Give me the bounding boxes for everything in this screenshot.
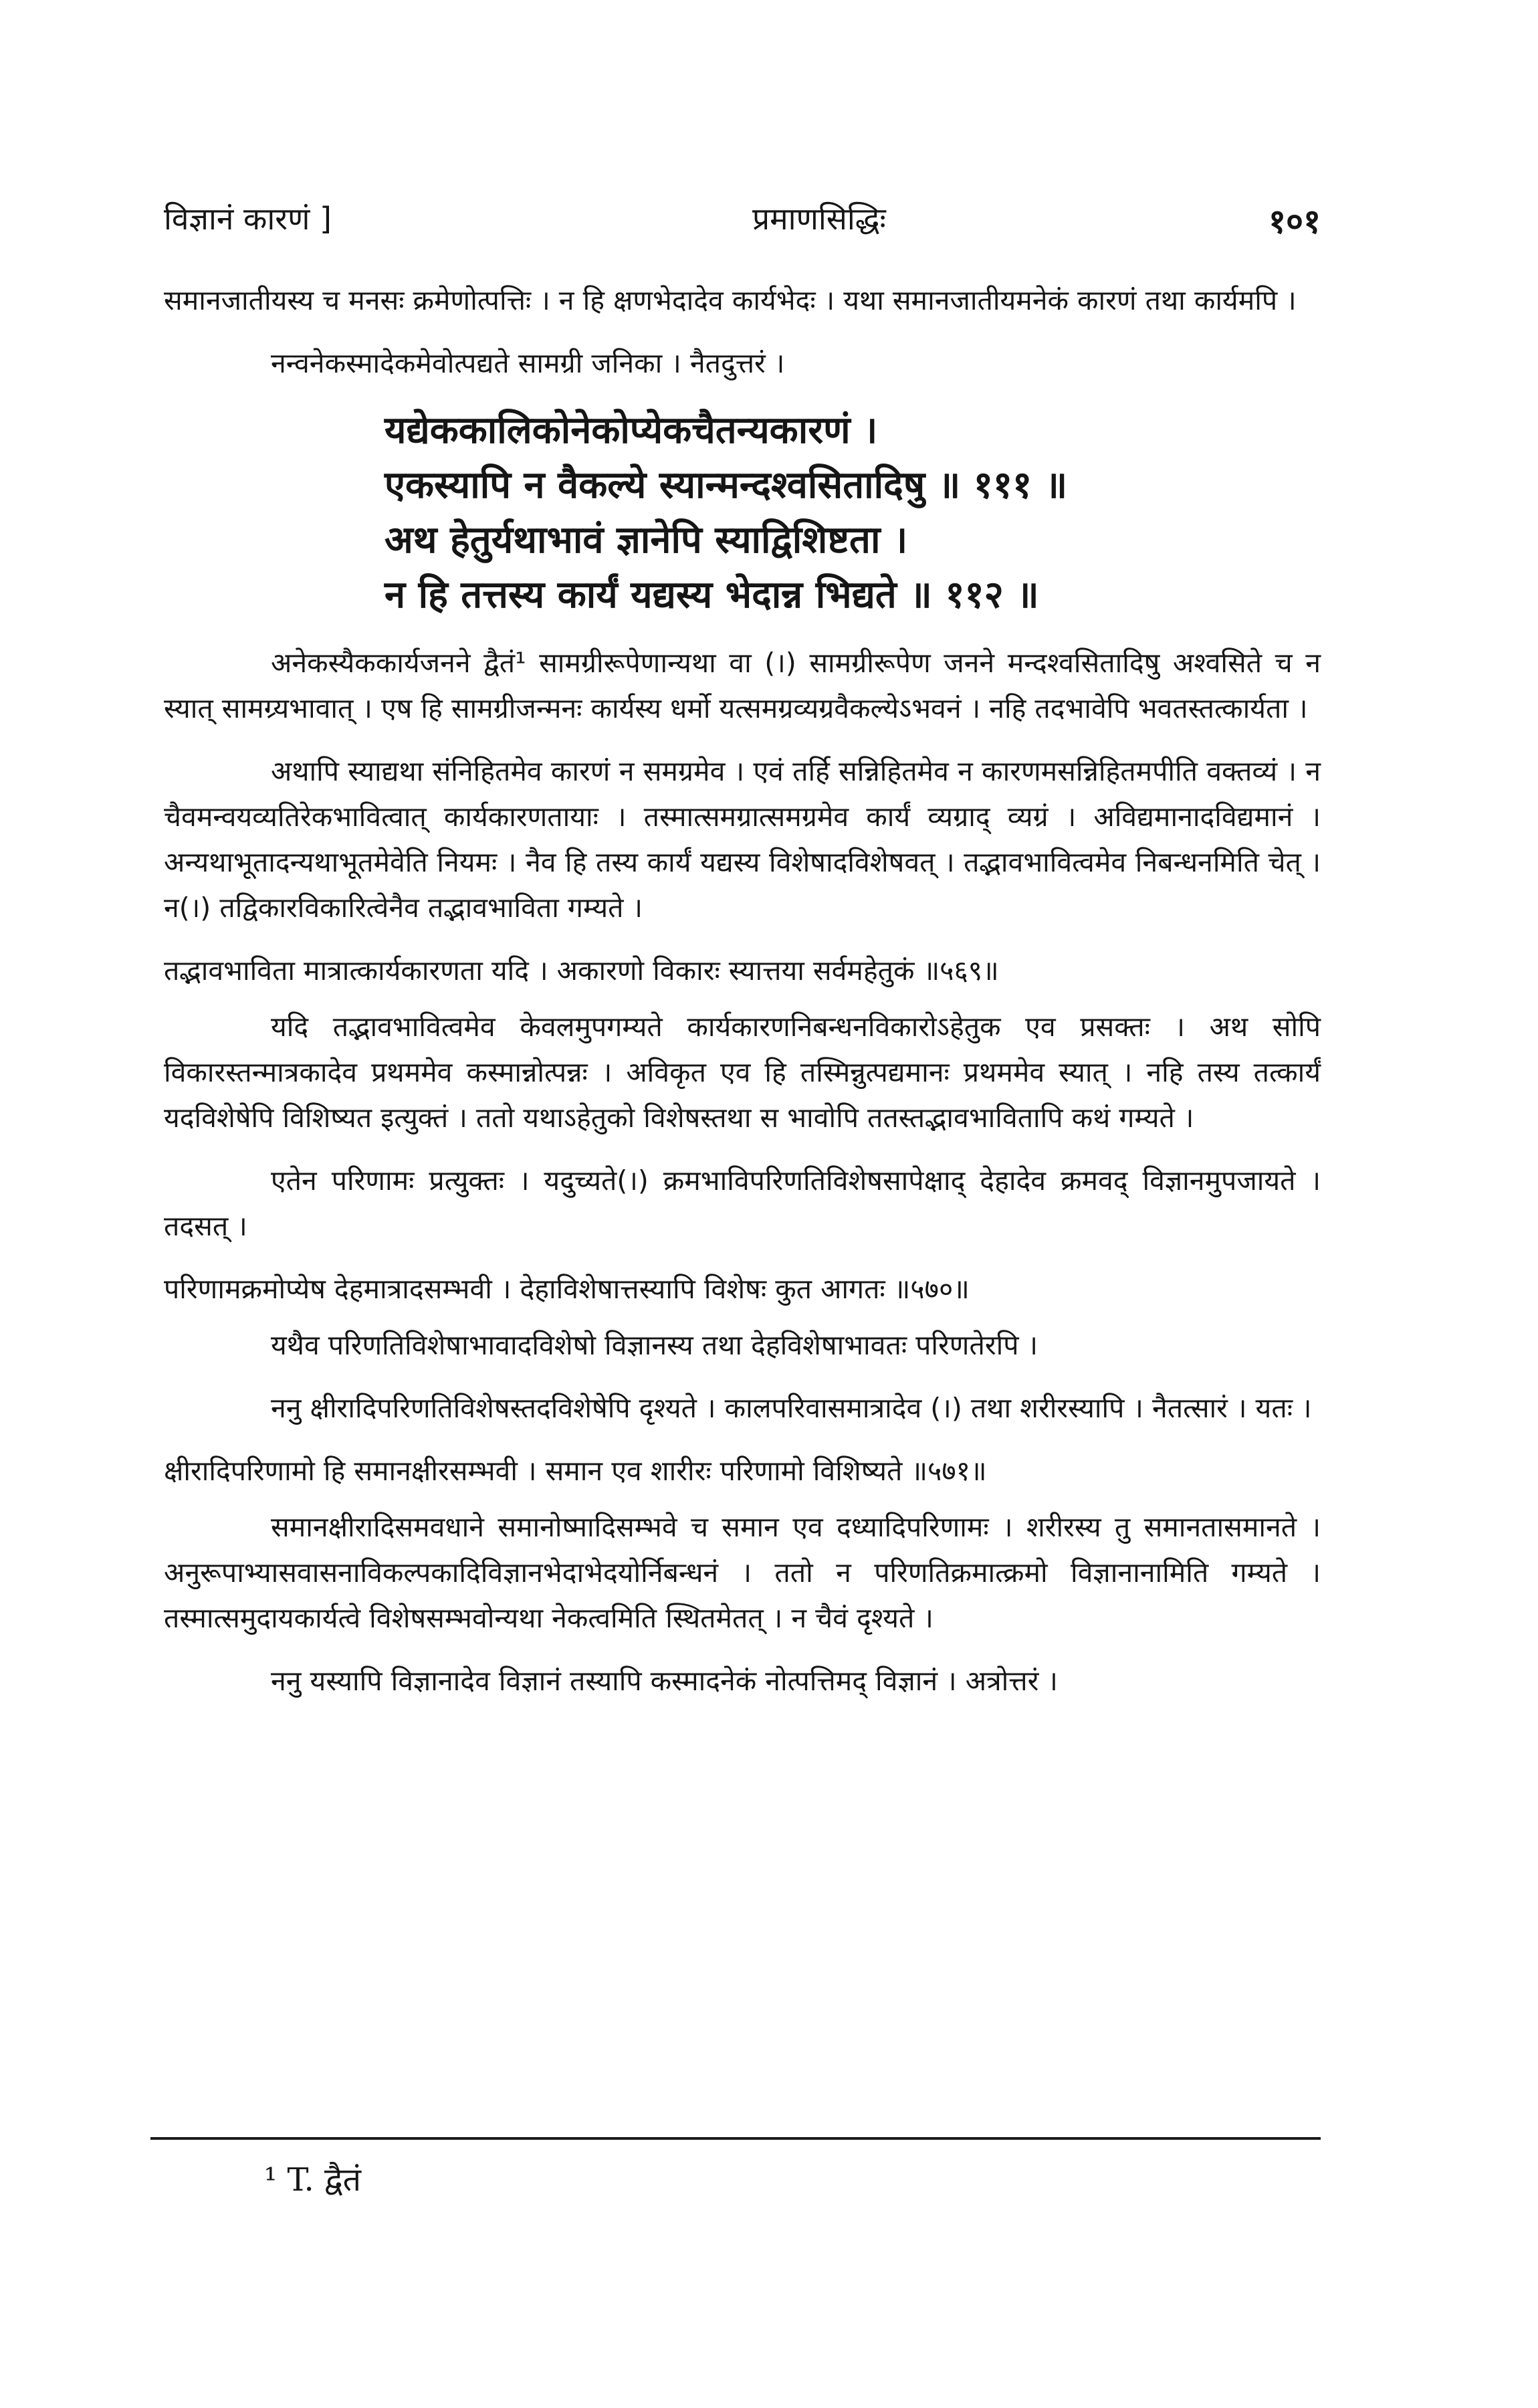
paragraph: समानजातीयस्य च मनसः क्रमेणोत्पत्तिः । न हि क्षणभेदादेव कार्यभेदः । यथा समानजातीयमनेकं कारणं तथा कार्यमपि । <box>164 284 1297 316</box>
main-text <box>164 278 1321 1721</box>
verse-block <box>384 403 1321 623</box>
page-number: १०१ <box>1269 202 1321 241</box>
verse-line: न हि तत्तस्य कार्यं यद्यस्य भेदान्न भिद्यते ॥ ११२ ॥ <box>384 573 1039 617</box>
running-header <box>164 197 1321 258</box>
paragraph: यदि तद्भावभावित्वमेव केवलमुपगम्यते कार्यकारणनिबन्धनविकारोऽहेतुक एव प्रसक्तः । अथ सोपि विकारस्तन्मात्रकादेव प्रथममेव कस्मान्नोत्पन्नः । अविकृत एव हि तस्मिन्नुत्पद्यमानः प्रथममेव स्यात् । नहि तस्य तत्कार्यं यदविशेषेपि विशिष्यत इत्युक्तं । ततो यथाऽहेतुको विशेषस्तथा स भावोपि ततस्तद्भावभावितापि कथं गम्यते । <box>164 1011 1321 1134</box>
paragraph: अनेकस्यैककार्यजनने द्वैतं¹ सामग्रीरूपेणान्यथा वा (।) सामग्रीरूपेण जनने मन्दश्वसितादिषु अश्वसिते च न स्यात् सामग्र्यभावात् । एष हि सामग्रीजन्मनः कार्यस्य धर्मो यत्समग्रव्यग्रवैकल्येऽभवनं । नहि तदभावेपि भवतस्तत्कार्यता । <box>164 647 1321 724</box>
paragraph: ननु यस्यापि विज्ञानादेव विज्ञानं तस्यापि कस्मादनेकं नोत्पत्तिमद् विज्ञानं । अत्रोत्तरं । <box>271 1665 1058 1697</box>
paragraph: समानक्षीरादिसमवधाने समानोष्मादिसम्भवे च समान एव दध्यादिपरिणामः । शरीरस्य तु समानतासमानते । अनुरूपाभ्यासवासनाविकल्पकादिविज्ञानभेदाभेदयोर्निबन्धनं । ततो न परिणतिक्रमात्क्रमो विज्ञानानामिति गम्यते । तस्मात्समुदायकार्यत्वे विशेषसम्भवोन्यथा नेकत्वमिति स्थितमेतत् । न चैवं दृश्यते । <box>164 1511 1321 1634</box>
header-section-title: विज्ञानं कारणं ] <box>164 201 332 237</box>
paragraph: यथैव परिणतिविशेषाभावादविशेषो विज्ञानस्य तथा देहविशेषाभावतः परिणतेरपि । <box>271 1329 1038 1361</box>
footnote-rule <box>150 2137 1321 2140</box>
paragraph: नन्वनेकस्मादेकमेवोत्पद्यते सामग्री जनिका । नैतदुत्तरं । <box>271 347 785 379</box>
paragraph: एतेन परिणामः प्रत्युक्तः । यदुच्यते(।) क्रमभाविपरिणतिविशेषसापेक्षाद् देहादेव क्रमवद् विज्ञानमुपजायते । तदसत् । <box>164 1165 1321 1242</box>
paragraph: ननु क्षीरादिपरिणतिविशेषस्तदविशेषेपि दृश्यते । कालपरिवासमात्रादेव (।) तथा शरीरस्यापि । नैतत्सारं । यतः । <box>271 1392 1312 1424</box>
verse-line: यद्येककालिकोनेकोप्येकचैतन्यकारणं । <box>384 409 878 452</box>
footnote: ¹ T. द्वैतं <box>264 2161 361 2199</box>
header-book-title: प्रमाणसिद्धिः <box>752 201 886 237</box>
karika-570: परिणामक्रमोप्येष देहमात्रादसम्भवी । देहाविशेषात्तस्यापि विशेषः कुत आगतः ॥५७०॥ <box>164 1273 970 1305</box>
karika-569: तद्भावभाविता मात्रात्कार्यकारणता यदि । अकारणो विकारः स्यात्तया सर्वमहेतुकं ॥५६९॥ <box>164 955 999 987</box>
verse-line: अथ हेतुर्यथाभावं ज्ञानेपि स्याद्विशिष्टता । <box>384 518 908 562</box>
verse-line: एकस्यापि न वैकल्ये स्यान्मन्दश्वसितादिषु ॥ १११ ॥ <box>384 464 1068 507</box>
paragraph: अथापि स्याद्यथा संनिहितमेव कारणं न समग्रमेव । एवं तर्हि सन्निहितमेव न कारणमसन्निहितमपीति वक्तव्यं । न चैवमन्वयव्यतिरेकभावित्वात् कार्यकारणतायाः । तस्मात्समग्रात्समग्रमेव कार्यं व्यग्राद् व्यग्रं । अविद्यमानादविद्यमानं । अन्यथाभूतादन्यथाभूतमेवेति नियमः । नैव हि तस्य कार्यं यद्यस्य विशेषादविशेषवत् । तद्भावभावित्वमेव निबन्धनमिति चेत् । न(।) तद्विकारविकारित्वेनैव तद्भावभाविता गम्यते । <box>164 755 1321 924</box>
karika-571: क्षीरादिपरिणामो हि समानक्षीरसम्भवी । समान एव शारीरः परिणामो विशिष्यते ॥५७१॥ <box>164 1455 987 1487</box>
